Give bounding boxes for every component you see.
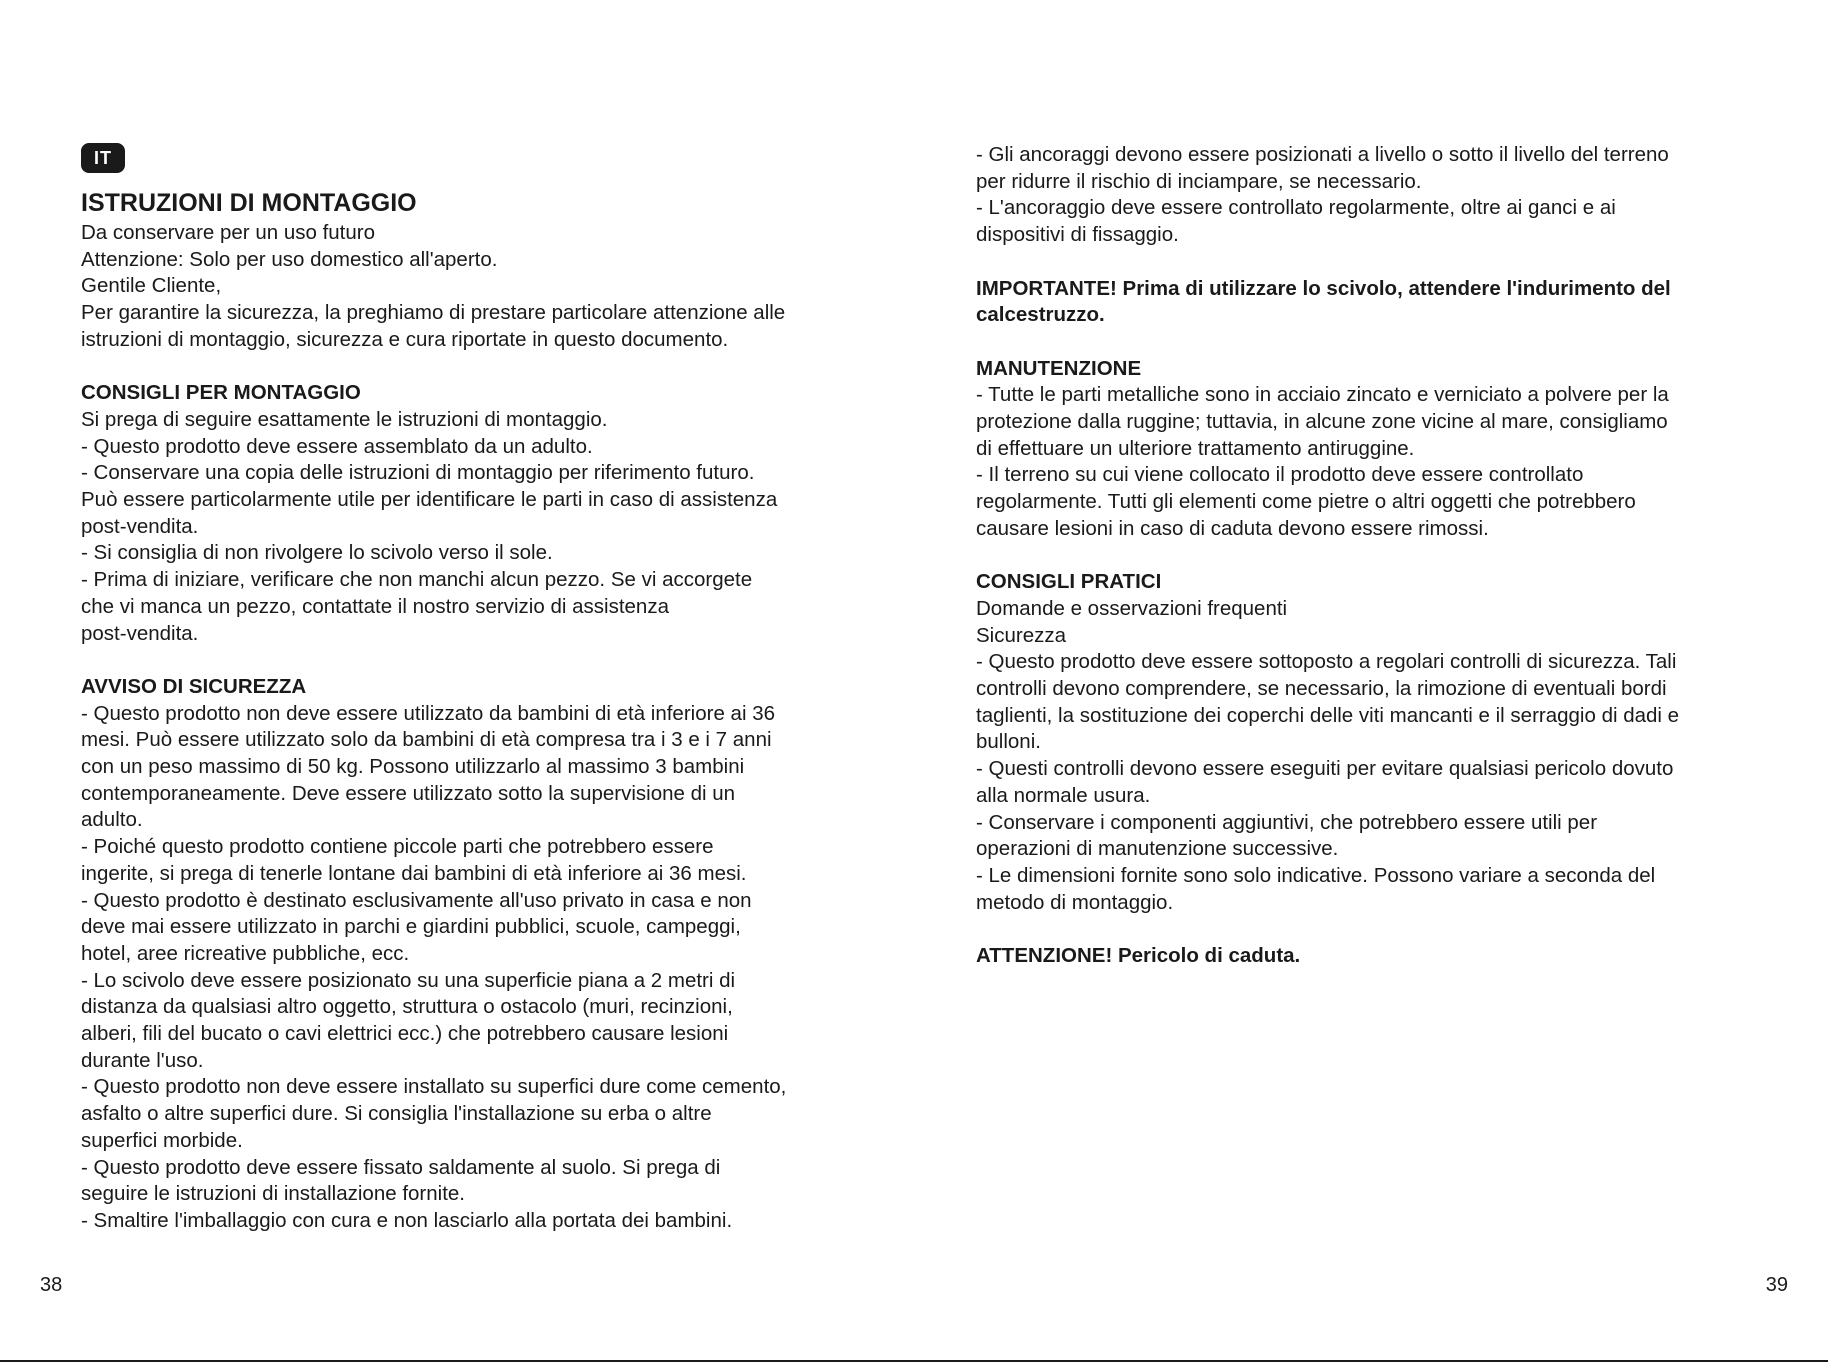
section-line: - Le dimensioni fornite sono solo indicative. Possono variare a seconda del	[976, 863, 1656, 887]
section-line: - Questo prodotto non deve essere installato su superfici dure come cemento,	[81, 1075, 787, 1099]
section-line: che vi manca un pezzo, contattate il nostro servizio di assistenza	[81, 594, 669, 618]
spacer	[976, 249, 1776, 276]
section-line: distanza da qualsiasi altro oggetto, struttura o ostacolo (muri, recinzioni,	[81, 995, 733, 1019]
spacer	[976, 329, 1776, 356]
section-line: deve mai essere utilizzato in parchi e giardini pubblici, scuole, campeggi,	[81, 915, 741, 939]
spacer	[976, 916, 1776, 943]
section-line: con un peso massimo di 50 kg. Possono utilizzarlo al massimo 3 bambini	[81, 755, 745, 779]
section-line: di effettuare un ulteriore trattamento antiruggine.	[976, 436, 1415, 460]
section-line: post-vendita.	[81, 621, 199, 645]
section-line: - Lo scivolo deve essere posizionato su una superficie piana a 2 metri di	[81, 968, 736, 992]
section-heading-maintenance: MANUTENZIONE	[976, 356, 1142, 380]
section-line: causare lesioni in caso di caduta devono essere rimossi.	[976, 516, 1489, 540]
section-line: durante l'uso.	[81, 1048, 204, 1072]
page-title: ISTRUZIONI DI MONTAGGIO	[81, 189, 417, 217]
intro-line: Da conservare per un uso futuro	[81, 221, 375, 244]
section-line: - Poiché questo prodotto contiene piccole parti che potrebbero essere	[81, 835, 714, 859]
right-column	[976, 142, 1776, 970]
section-line: Può essere particolarmente utile per identificare le parti in caso di assistenza	[81, 488, 778, 512]
intro-line: Attenzione: Solo per uso domestico all'aperto.	[81, 247, 498, 271]
right-page	[914, 0, 1828, 1362]
section-line: alberi, fili del bucato o cavi elettrici ecc.) che potrebbero causare lesioni	[81, 1022, 729, 1046]
section-line: adulto.	[81, 808, 143, 832]
section-line: Domande e osservazioni frequenti	[976, 596, 1288, 620]
section-heading-assembly-tips: CONSIGLI PER MONTAGGIO	[81, 381, 361, 405]
section-line: - Si consiglia di non rivolgere lo scivolo verso il sole.	[81, 541, 553, 565]
section-line: taglienti, la sostituzione dei coperchi delle viti mancanti e il serraggio di dadi e	[976, 703, 1680, 727]
section-line: Sicurezza	[976, 623, 1067, 647]
section-line: controlli devono comprendere, se necessario, la rimozione di eventuali bordi	[976, 677, 1667, 701]
section-line: asfalto o altre superfici dure. Si consiglia l'installazione su erba o altre	[81, 1102, 712, 1126]
page-number-right: 39	[1765, 1274, 1788, 1296]
section-line: - Il terreno su cui viene collocato il prodotto deve essere controllato	[976, 463, 1584, 487]
section-line: superfici morbide.	[81, 1128, 243, 1152]
anchor-line: dispositivi di fissaggio.	[976, 223, 1179, 247]
section-line: contemporaneamente. Deve essere utilizzato sotto la supervisione di un	[81, 781, 736, 805]
section-line: bulloni.	[976, 730, 1041, 754]
spacer	[81, 354, 861, 381]
anchor-line: - L'ancoraggio deve essere controllato regolarmente, oltre ai ganci e ai	[976, 196, 1616, 220]
section-line: Si prega di seguire esattamente le istruzioni di montaggio.	[81, 407, 608, 431]
section-line: - Smaltire l'imballaggio con cura e non lasciarlo alla portata dei bambini.	[81, 1208, 733, 1232]
important-notice: IMPORTANTE! Prima di utilizzare lo scivolo, attendere l'indurimento del	[976, 276, 1671, 300]
section-line: ingerite, si prega di tenerle lontane dai bambini di età inferiore ai 36 mesi.	[81, 861, 747, 885]
section-line: - Questo prodotto deve essere assemblato da un adulto.	[81, 434, 593, 458]
intro-line: istruzioni di montaggio, sicurezza e cura riportate in questo documento.	[81, 327, 729, 351]
section-line: metodo di montaggio.	[976, 890, 1174, 914]
section-heading-practical-tips: CONSIGLI PRATICI	[976, 570, 1162, 594]
section-line: operazioni di manutenzione successive.	[976, 837, 1339, 861]
fall-hazard-warning: ATTENZIONE! Pericolo di caduta.	[976, 944, 1301, 968]
spacer	[81, 647, 861, 674]
section-line: - Questo prodotto deve essere fissato saldamente al suolo. Si prega di	[81, 1155, 721, 1179]
section-line: hotel, aree ricreative pubbliche, ecc.	[81, 941, 410, 965]
important-notice: calcestruzzo.	[976, 303, 1105, 327]
section-line: - Conservare una copia delle istruzioni di montaggio per riferimento futuro.	[81, 461, 755, 485]
section-line: post-vendita.	[81, 514, 199, 538]
section-line: - Questo prodotto non deve essere utilizzato da bambini di età inferiore ai 36	[81, 701, 775, 725]
left-column	[81, 188, 861, 1235]
section-line: - Questo prodotto è destinato esclusivamente all'uso privato in casa e non	[81, 888, 752, 912]
section-heading-safety-notice: AVVISO DI SICUREZZA	[81, 674, 307, 698]
spacer	[976, 543, 1776, 570]
section-line: - Questi controlli devono essere eseguiti per evitare qualsiasi pericolo dovuto	[976, 757, 1674, 781]
page-number-left: 38	[40, 1274, 63, 1296]
section-line: protezione dalla ruggine; tuttavia, in alcune zone vicine al mare, consigliamo	[976, 410, 1668, 433]
section-line: regolarmente. Tutti gli elementi come pietre o altri oggetti che potrebbero	[976, 490, 1636, 514]
intro-line: Per garantire la sicurezza, la preghiamo di prestare particolare attenzione alle	[81, 301, 786, 325]
language-badge: IT	[81, 143, 125, 173]
section-line: seguire le istruzioni di installazione fornite.	[81, 1182, 466, 1206]
section-line: alla normale usura.	[976, 783, 1151, 807]
section-line: - Prima di iniziare, verificare che non manchi alcun pezzo. Se vi accorgete	[81, 568, 753, 592]
section-line: - Conservare i componenti aggiuntivi, che potrebbero essere utili per	[976, 810, 1598, 834]
section-line: - Tutte le parti metalliche sono in acciaio zincato e verniciato a polvere per la	[976, 383, 1669, 407]
section-line: - Questo prodotto deve essere sottoposto a regolari controlli di sicurezza. Tali	[976, 650, 1677, 674]
anchor-line: per ridurre il rischio di inciampare, se necessario.	[976, 169, 1422, 193]
anchor-line: - Gli ancoraggi devono essere posizionati a livello o sotto il livello del terreno	[976, 143, 1669, 166]
intro-line: Gentile Cliente,	[81, 274, 222, 298]
section-line: mesi. Può essere utilizzato solo da bambini di età compresa tra i 3 e i 7 anni	[81, 728, 772, 752]
